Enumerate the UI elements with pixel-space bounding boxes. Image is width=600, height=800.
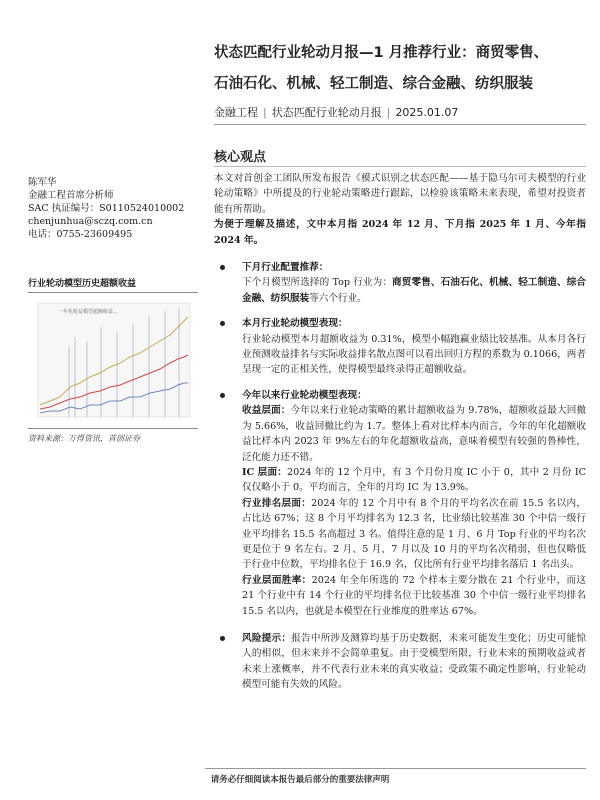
report-title-line-1: 状态匹配行业轮动月报—1 月推荐行业：商贸零售、 (214, 45, 549, 61)
bullet-dot (220, 321, 225, 326)
ytd-ic-text: 2024 年的 12 个月中，有 3 个月份月度 IC 小于 0，其中 2 月份 IC 仅仅略小于 0。平均而言，全年的月均 IC 为 13.9%。 (242, 466, 586, 494)
legal-footer: 请务必仔细阅读本报告最后部分的重要法律声明 (210, 775, 390, 785)
ytd-return-text: 今年以来行业轮动策略的累计超额收益为 9.78%，超额收益最大回撤为 5.66%，收益回撤比约为 1.7。整体上看对比样本内而言，今年的年化超额收益比样本内 2023 年 9%左右的年化超额收益高，意味着模型有较强的鲁棒性，泛化能力还不错。 (242, 405, 587, 463)
ytd-return (242, 403, 586, 465)
analyst-role: 金融工程首席分析师 (28, 190, 114, 201)
ytd-ic (242, 465, 586, 496)
report-date: 2025.01.07 (395, 106, 459, 119)
chart-title: 行业轮动模型历史超额收益 (28, 276, 198, 293)
bullet-title: 今年以来行业轮动模型表现： (242, 389, 367, 401)
analyst-info (28, 176, 198, 241)
bullet-title: 本月行业轮动模型表现： (242, 318, 348, 330)
bullet-text-a: 下个月模型所选择的 Top 行业为： (242, 277, 393, 289)
bullet-dot (220, 265, 225, 270)
section-title: 核心观点 (214, 150, 267, 165)
bullet-title: 下月行业配置推荐： (242, 262, 329, 274)
header-rule (214, 124, 586, 125)
analyst-license: SAC 执证编号：S0110524010002 (28, 203, 185, 214)
ytd-ranking (242, 496, 586, 573)
report-category: 金融工程 (214, 106, 258, 119)
bullet-this-month (214, 316, 586, 378)
ytd-ranking-text: 2024 年的 12 个月中有 8 个月的平均名次在前 15.5 名以内，占比达 67%；这 8 个月平均排名为 12.3 名，比业绩比较基准 30 个中信一级行业平均排名 15.5 名高超过 3 名。值得注意的是 1 月、6 月 Top 行业的平均名次更是位于 9 名左右。2 月、5 月、7 月以及 10 月的平均名次稍弱，但也仅略低于行业中位数，平均排名位于 16.9 名，仅比所有行业平均排名落后 1 名出头。 (242, 497, 587, 571)
bullet-ytd (214, 388, 586, 619)
chart-legend: 一年化收益模型超额收益... (58, 309, 118, 315)
section-rule (214, 166, 586, 167)
ytd-winrate-label: 行业层面胜率： (242, 574, 312, 586)
bullet-text-b: 等六个行业。 (309, 292, 367, 304)
risk-body: 报告中所涉及测算均基于历史数据，未来可能发生变化；历史可能惊人的相似，但未来并不会简单重复。由于受模型所限，行业未来的预期收益或者未来上涨概率，并不代表行业未来的真实收益；受政策不确定性影响，行业轮动模型可能有失效的风险。 (242, 632, 587, 691)
recommended-industries: 商贸零售、石油石化、机械、轻工制造、综合金融、纺织服装 (242, 277, 587, 304)
ytd-ic-label: IC 层面： (242, 466, 288, 478)
chart-rule (28, 428, 198, 429)
ytd-return-label: 收益层面： (242, 405, 291, 417)
report-series: 状态匹配行业轮动月报 (271, 106, 382, 119)
report-title-line-2: 石油石化、机械、轻工制造、综合金融、纺织服装 (214, 76, 533, 92)
report-title (214, 38, 584, 100)
report-meta (214, 104, 458, 120)
analyst-phone: 电话：0755-23609495 (28, 229, 133, 240)
bullet-dot (220, 393, 225, 398)
chart-plot (28, 297, 198, 425)
ytd-winrate-text: 2024 年全年所选的 72 个样本主要分散在 21 个行业中，而这 21 个行业中有 14 个行业的平均排名位于比较基准 30 个中信一级行业平均排名 15.5 名以内，也就是本模型在行业维度的胜率达 67%。 (242, 574, 587, 617)
ytd-winrate (242, 573, 586, 619)
risk-text (242, 631, 586, 693)
bullet-risk (214, 631, 586, 693)
meta-separator: | (263, 106, 267, 119)
intro-paragraph: 本文对首创金工团队所发布报告《模式识别之状态匹配——基于隐马尔可夫模型的行业轮动策略》中所提及的行业轮动策略进行跟踪，以检验该策略未来表现，希望对投资者能有所帮助。 (214, 173, 586, 215)
bullet-next-month (214, 260, 586, 306)
risk-label: 风险提示： (242, 632, 292, 644)
main-content (214, 171, 586, 693)
analyst-email[interactable]: chenjunhua@sczq.com.cn (28, 216, 153, 227)
ytd-ranking-label: 行业排名层面： (242, 497, 312, 509)
intro-definition: 为便于理解及描述，文中本月指 2024 年 12 月、下月指 2025 年 1 月、今年指 2024 年。 (214, 219, 586, 246)
excess-return-chart (28, 276, 198, 444)
chart-source: 资料来源：万得资讯，首创证券 (28, 434, 140, 443)
chart-plot-area (38, 303, 190, 417)
bullet-text: 行业轮动模型本月超额收益为 0.31%，模型小幅跑赢业绩比较基准。从本月各行业预测收益排名与实际收益排名散点图可以看出回归方程的系数为 0.1066，两者呈现一定的正相关性，使得模型最终录得正超额收益。 (242, 333, 586, 376)
footer-rule (205, 768, 586, 769)
bullet-text (242, 275, 586, 306)
meta-separator: | (386, 106, 391, 119)
analyst-name: 陈军华 (28, 177, 57, 188)
bullet-dot (220, 636, 225, 641)
